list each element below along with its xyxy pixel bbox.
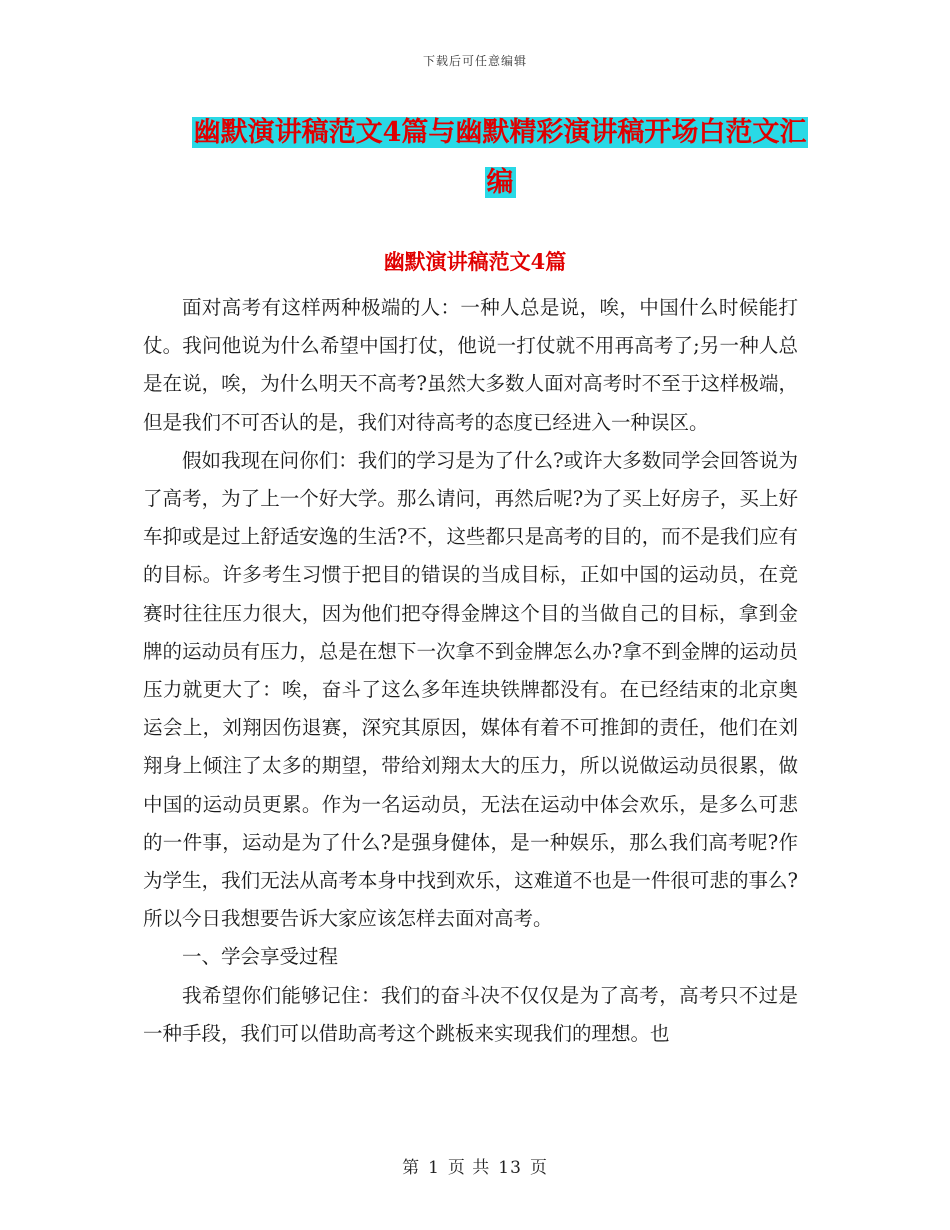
page-header-note: 下载后可任意编辑 [422,54,527,68]
subheading-paragraph: 一、学会享受过程 [182,945,339,969]
page-footer [0,1153,950,1178]
footer-mid: 页 共 [447,1158,491,1178]
footer-prefix: 第 [402,1158,421,1178]
section-heading: 幽默演讲稿范文4篇 [383,249,567,274]
paragraph: 假如我现在问你们：我们的学习是为了什么?或许大多数同学会回答说为了高考，为了上一个好大学。那么请问，再然后呢?为了买上好房子，买上好车抑或是过上舒适安逸的生活?不，这些都只是高考的目的，而不是我们应有的目标。许多考生习惯于把目的错误的当成目标，正如中国的运动员，在竞赛时往往压力很大，因为他们把夺得金牌这个目的当做自己的目标，拿到金牌的运动员有压力，总是在想下一次拿不到金牌怎么办?拿不到金牌的运动员压力就更大了：唉，奋斗了这么多年连块铁牌都没有。在已经结束的北京奥运会上，刘翔因伤退赛，深究其原因，媒体有着不可推卸的责任，他们在刘翔身上倾注了太多的期望，带给刘翔太大的压力，所以说做运动员很累，做中国的运动员更累。作为一名运动员，无法在运动中体会欢乐，是多么可悲的一件事，运动是为了什么?是强身健体，是一种娱乐，那么我们高考呢?作为学生，我们无法从高考本身中找到欢乐，这难道不也是一件很可悲的事么?所以今日我想要告诉大家应该怎样去面对高考。 [143,448,798,931]
paragraph: 面对高考有这样两种极端的人：一种人总是说，唉，中国什么时候能打仗。我问他说为什么希望中国打仗，他说一打仗就不用再高考了;另一种人总是在说，唉，为什么明天不高考?虽然大多数人面对高考时不至于这样极端，但是我们不可否认的是，我们对待高考的态度已经进入一种误区。 [143,296,798,434]
document-body [143,289,798,1053]
document-title [190,108,810,208]
footer-page-number: 1 [428,1158,440,1178]
document-title-line1: 幽默演讲稿范文4篇与幽默精彩演讲稿开场白范文汇 [193,117,807,148]
footer-suffix: 页 [529,1158,548,1178]
document-title-line2: 编 [486,167,514,198]
paragraph: 我希望你们能够记住：我们的奋斗决不仅仅是为了高考，高考只不过是一种手段，我们可以借助高考这个跳板来实现我们的理想。也 [143,983,798,1045]
footer-total-pages: 13 [498,1158,522,1178]
